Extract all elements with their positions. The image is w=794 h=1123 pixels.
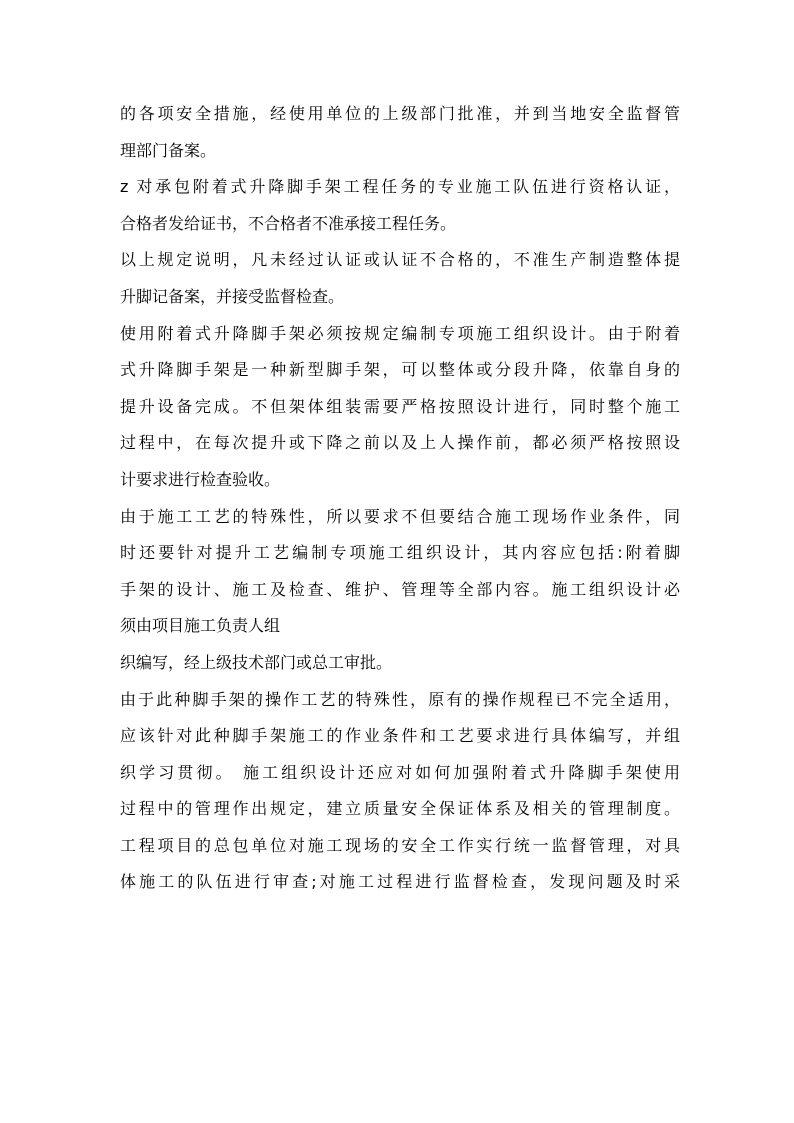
- text-line: 织编写，经上级技术部门或总工审批。: [120, 652, 393, 672]
- body-text: [120, 96, 680, 901]
- text-line: 合格者发给证书，不合格者不准承接工程任务。: [120, 213, 457, 233]
- text-line: 式升降脚手架是一种新型脚手架，可以整体或分段升降，依靠自身的: [120, 360, 680, 380]
- text-line: 的各项安全措施，经使用单位的上级部门批准，并到当地安全监督管: [120, 104, 680, 123]
- text-line: 过程中的管理作出规定，建立质量安全保证体系及相关的管理制度。: [120, 799, 680, 819]
- text-line: 以上规定说明，凡未经过认证或认证不合格的，不准生产制造整体提: [120, 250, 680, 270]
- text-line: 由于此种脚手架的操作工艺的特殊性，原有的操作规程已不完全适用，: [120, 689, 680, 709]
- text-line: 应该针对此种脚手架施工的作业条件和工艺要求进行具体编写，并组: [120, 726, 680, 746]
- text-line: 体施工的队伍进行审查;对施工过程进行监督检查，发现问题及时采: [120, 872, 680, 892]
- text-line: 使用附着式升降脚手架必须按规定编制专项施工组织设计。由于附着: [120, 323, 680, 343]
- text-line: 提升设备完成。不但架体组装需要严格按照设计进行，同时整个施工: [120, 396, 680, 416]
- text-line: 工程项目的总包单位对施工现场的安全工作实行统一监督管理，对具: [120, 835, 680, 855]
- text-line: 计要求进行检查验收。: [120, 469, 281, 489]
- text-line: 理部门备案。: [120, 140, 217, 160]
- text-line: 由于施工工艺的特殊性，所以要求不但要结合施工现场作业条件，同: [120, 506, 680, 526]
- text-line: 织学习贯彻。 施工组织设计还应对如何加强附着式升降脚手架使用: [120, 762, 680, 782]
- text-line: 手架的设计、施工及检查、维护、管理等全部内容。施工组织设计必: [120, 579, 680, 599]
- text-line: 过程中，在每次提升或下降之前以及上人操作前，都必须严格按照设: [120, 433, 680, 453]
- text-line: 升脚记备案，并接受监督检查。: [120, 286, 345, 306]
- text-line: 时还要针对提升工艺编制专项施工组织设计，其内容应包括:附着脚: [120, 543, 680, 563]
- text-line: 须由项目施工负责人组: [120, 616, 281, 636]
- text-line: z 对承包附着式升降脚手架工程任务的专业施工队伍进行资格认证，: [120, 177, 680, 197]
